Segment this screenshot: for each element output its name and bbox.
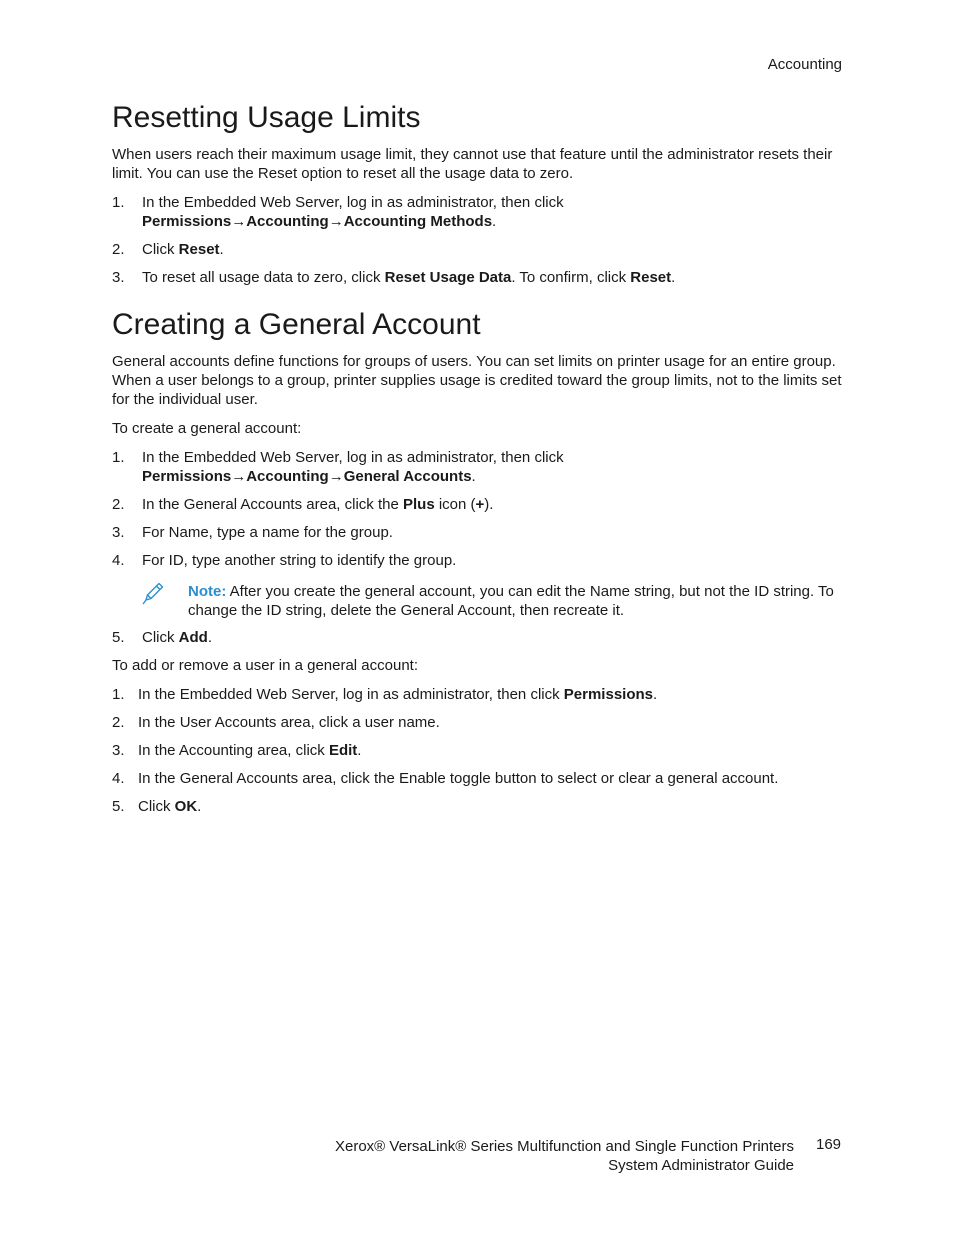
footer [335,1137,794,1175]
create-steps-list [112,448,844,570]
ui-term: Reset [630,269,672,286]
list-item [112,268,844,287]
step-number: 4. [112,770,125,787]
note-text: After you create the general account, you can edit the Name string, but not the ID string. To change the ID string, delete the General Account, then recreate it. [188,583,834,619]
ui-term: Edit [328,742,358,759]
step-number: 2. [112,714,125,731]
ui-term: Permissions [563,686,653,703]
list-item [112,685,844,704]
punctuation: . [197,798,202,815]
ui-term: Plus [402,496,435,513]
step-number: 5. [112,798,125,815]
page-number: 169 [816,1136,842,1153]
ui-term: Add [178,629,208,646]
step-text: Click [142,241,179,258]
section-title-resetting-usage-limits: Resetting Usage Limits [112,101,421,134]
step-number: 1. [112,449,125,466]
create-steps-list-continued [112,628,844,647]
step-text: Click [138,798,175,815]
punctuation: . [207,629,213,646]
arrow-icon: → [231,213,247,230]
menu-path-item: Accounting [246,213,329,230]
punctuation: . [471,468,476,485]
step-number: 3. [112,742,125,759]
list-item [112,193,844,231]
ui-term: Reset [178,241,220,258]
menu-path-item: Accounting Methods [343,213,493,230]
section-intro: When users reach their maximum usage limit, they cannot use that feature until the administrator resets their limit. You can use the Reset option to reset all the usage data to zero. [112,146,833,182]
note-box [112,582,844,620]
step-number: 2. [112,241,125,258]
step-number: 4. [112,552,125,569]
step-number: 1. [112,194,125,211]
list-item [112,523,844,542]
step-text: For Name, type a name for the group. [142,524,393,541]
step-number: 3. [112,524,125,541]
section-title-creating-general-account: Creating a General Account [112,308,481,341]
step-text: . To confirm, click [511,269,631,286]
ui-term: Reset Usage Data [384,269,512,286]
list-item [112,628,844,647]
arrow-icon: → [328,468,344,485]
arrow-icon: → [231,468,247,485]
menu-path-item: General Accounts [343,468,472,485]
user-steps-list [112,685,844,816]
step-number: 1. [112,686,125,703]
footer-product-line: Xerox® VersaLink® Series Multifunction and Single Function Printers [335,1138,794,1155]
list-item [112,741,844,760]
step-number: 3. [112,269,125,286]
list-item [112,713,844,732]
step-text: In the Embedded Web Server, log in as administrator, then click [142,449,564,466]
footer-guide-title: System Administrator Guide [608,1157,794,1174]
plus-icon: + [475,496,485,513]
list-item [112,769,844,788]
step-text: For ID, type another string to identify the group. [142,552,457,569]
step-text: Click [142,629,179,646]
section-intro: General accounts define functions for groups of users. You can set limits on printer usage for an entire group. When a user belongs to a group, printer supplies usage is credited toward the group limits, not to the limits set for the individual user. [112,353,842,408]
punctuation: ). [484,496,494,513]
page-content [112,100,844,825]
step-text: In the Accounting area, click [138,742,329,759]
reset-steps-list [112,193,844,287]
list-item [112,495,844,514]
step-text: In the General Accounts area, click the [142,496,403,513]
step-number: 5. [112,629,125,646]
punctuation: . [492,213,497,230]
ui-term: OK [174,798,198,815]
step-text: icon ( [434,496,476,513]
punctuation: . [671,269,676,286]
list-item [112,448,844,486]
list-item [112,797,844,816]
list-item [112,240,844,259]
step-number: 2. [112,496,125,513]
running-head: Accounting [767,56,842,73]
list-item [112,551,844,570]
punctuation: . [653,686,658,703]
user-lead: To add or remove a user in a general account: [112,657,419,674]
menu-path-item: Accounting [246,468,329,485]
note-label: Note: [188,583,227,600]
step-text: To reset all usage data to zero, click [142,269,385,286]
step-text: In the Embedded Web Server, log in as administrator, then click [138,686,564,703]
step-text: In the General Accounts area, click the Enable toggle button to select or clear a general account. [138,770,779,787]
punctuation: . [357,742,362,759]
menu-path-item: Permissions [142,468,232,485]
pencil-icon [140,580,166,606]
punctuation: . [219,241,224,258]
step-text: In the Embedded Web Server, log in as administrator, then click [142,194,564,211]
create-lead: To create a general account: [112,420,302,437]
arrow-icon: → [328,213,344,230]
menu-path-item: Permissions [142,213,232,230]
step-text: In the User Accounts area, click a user name. [138,714,440,731]
